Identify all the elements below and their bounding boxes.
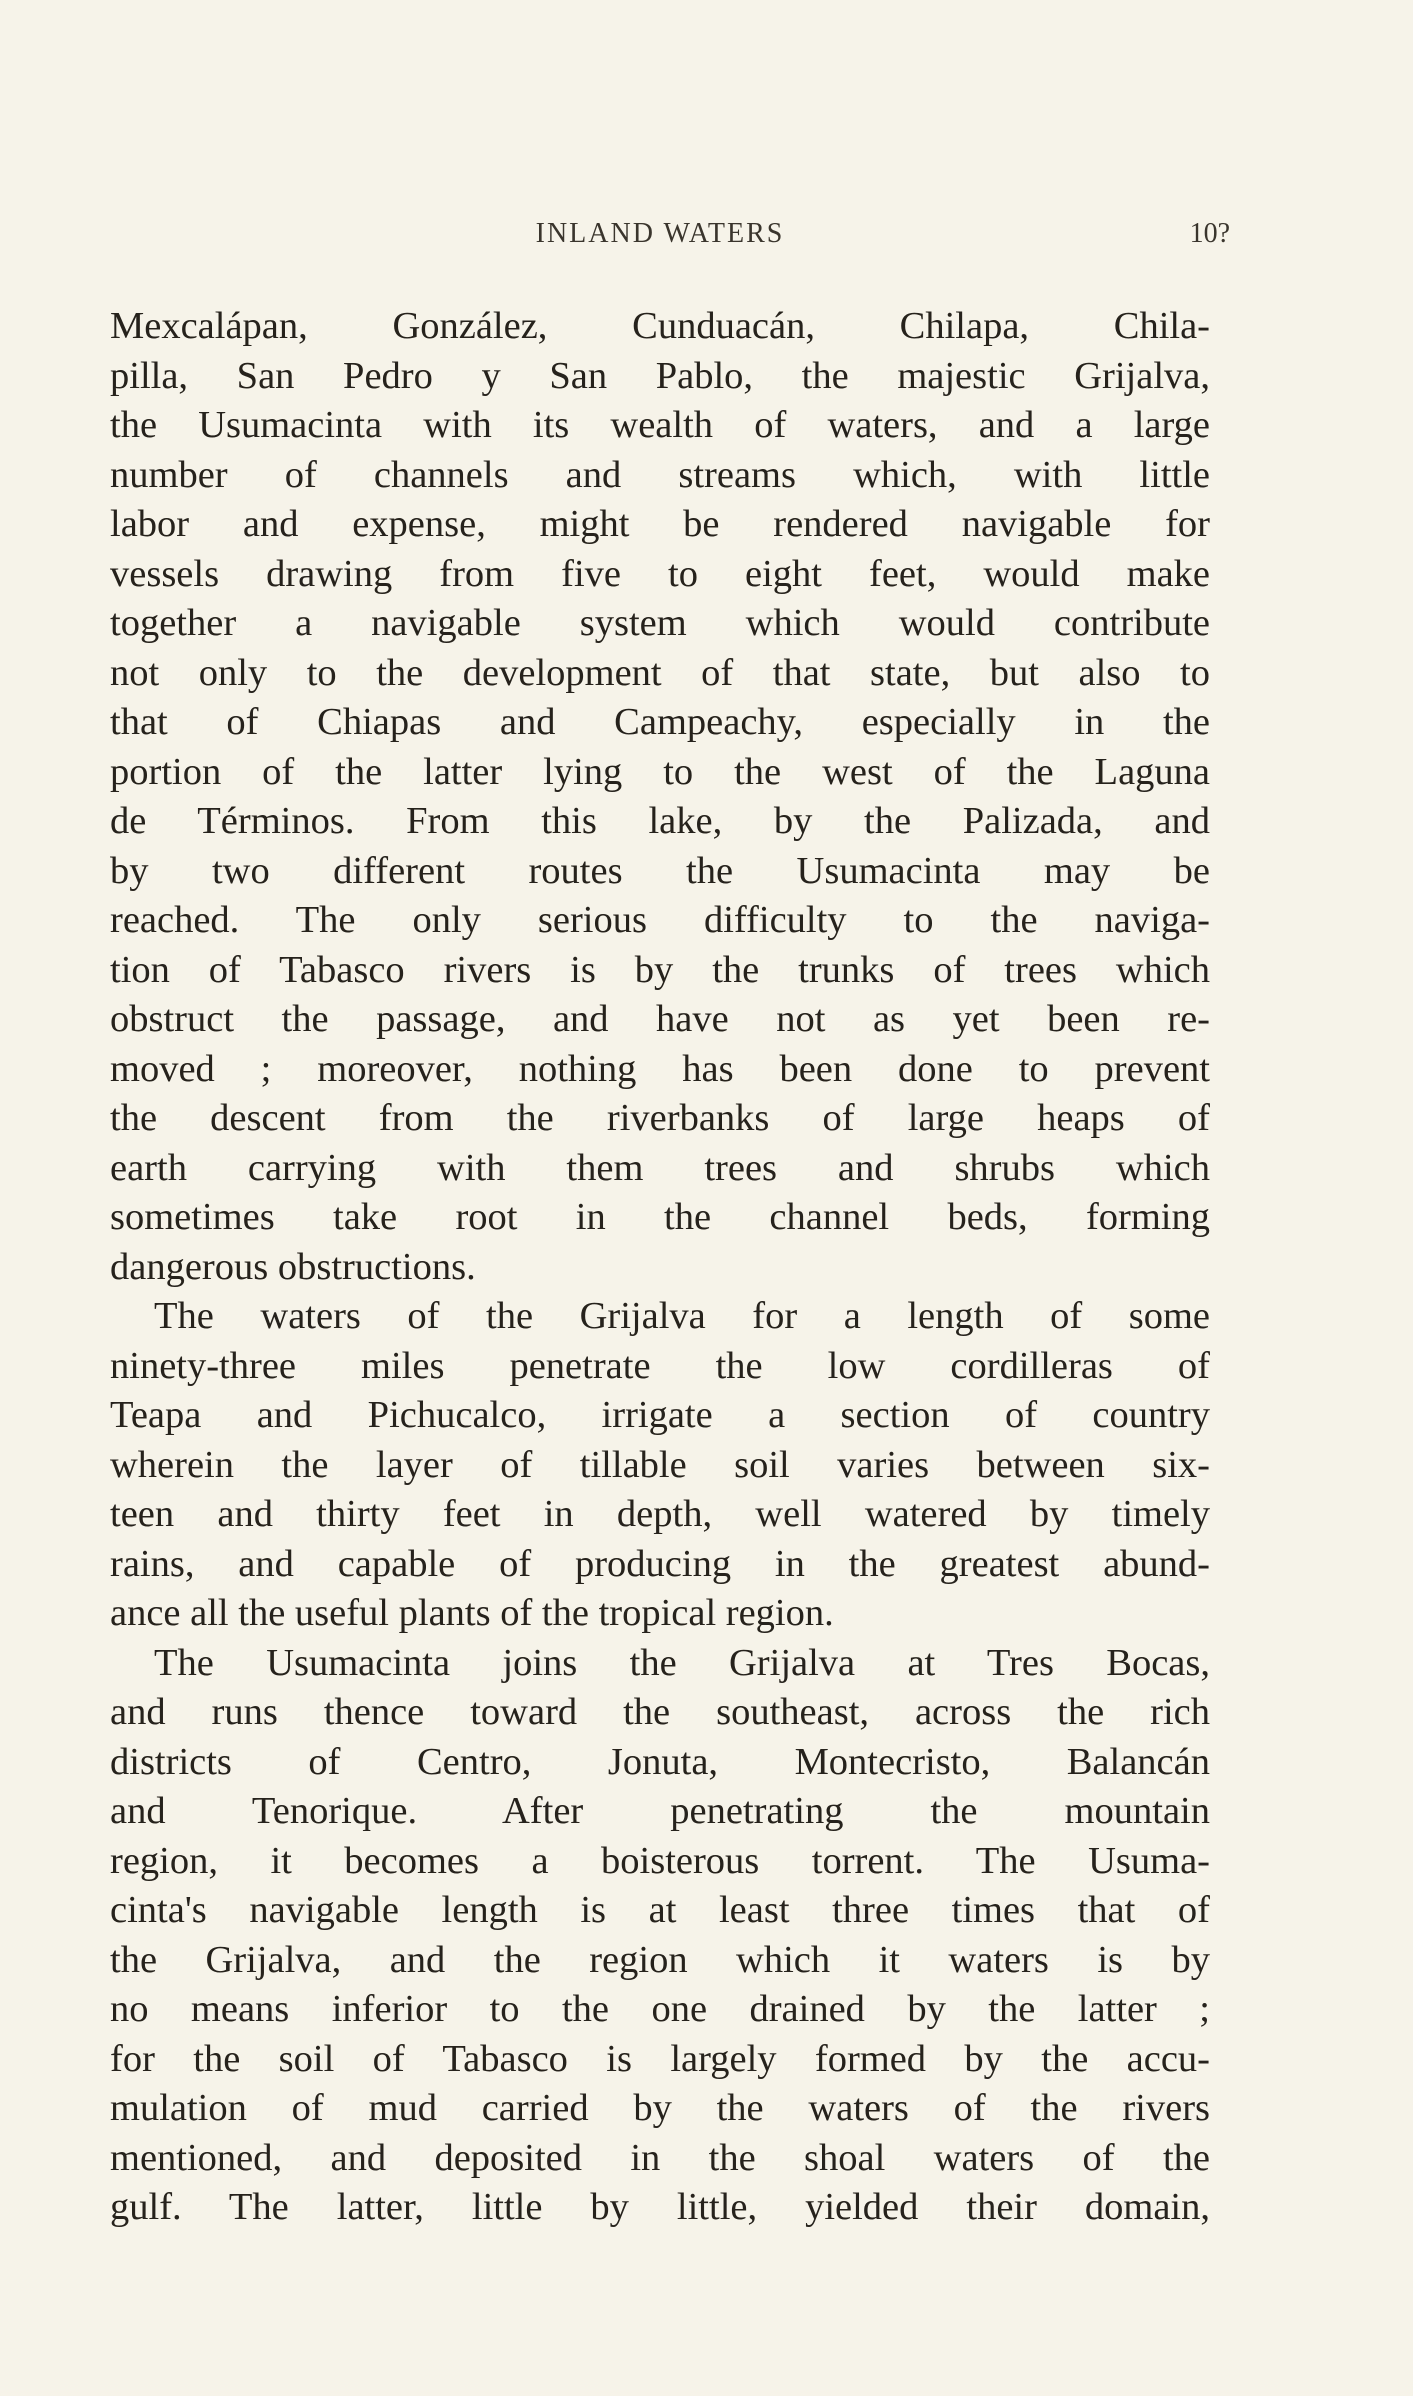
text-line: mentioned, and deposited in the shoal waters of the — [110, 2136, 1210, 2179]
paragraph — [110, 1292, 1210, 1639]
text-line: vessels drawing from five to eight feet, would make — [110, 552, 1210, 595]
text-line: together a navigable system which would contribute — [110, 602, 1210, 644]
text-line: districts of Centro, Jonuta, Montecristo, Balancán — [110, 1740, 1210, 1783]
text-line: earth carrying with them trees and shrubs which — [110, 1146, 1210, 1189]
text-line: tion of Tabasco rivers is by the trunks of trees which — [110, 948, 1210, 991]
paragraph — [110, 1639, 1210, 2233]
text-line: rains, and capable of producing in the greatest abund- — [110, 1542, 1210, 1585]
text-line: mulation of mud carried by the waters of the rivers — [110, 2087, 1210, 2129]
text-line: ninety-three miles penetrate the low cordilleras of — [110, 1344, 1210, 1387]
text-line: Teapa and Pichucalco, irrigate a section of country — [110, 1394, 1210, 1436]
text-line: dangerous obstructions. — [110, 1245, 476, 1288]
text-line: obstruct the passage, and have not as yet been re- — [110, 998, 1210, 1040]
text-line: labor and expense, might be rendered navigable for — [110, 503, 1210, 545]
text-line: teen and thirty feet in depth, well watered by timely — [110, 1493, 1210, 1535]
text-line: and Tenorique. After penetrating the mountain — [110, 1790, 1210, 1832]
text-line: de Términos. From this lake, by the Palizada, and — [110, 800, 1210, 842]
text-line: moved ; moreover, nothing has been done to prevent — [110, 1047, 1210, 1090]
text-line: cinta's navigable length is at least three times that of — [110, 1889, 1210, 1931]
text-line: not only to the development of that state, but also to — [110, 651, 1210, 694]
text-line: ance all the useful plants of the tropical region. — [110, 1592, 834, 1634]
text-line: by two different routes the Usumacinta may be — [110, 849, 1210, 892]
text-line: no means inferior to the one drained by the latter ; — [110, 1988, 1210, 2030]
text-line: region, it becomes a boisterous torrent. The Usuma- — [110, 1839, 1210, 1882]
text-line: gulf. The latter, little by little, yielded their domain, — [110, 2186, 1210, 2228]
text-line: and runs thence toward the southeast, across the rich — [110, 1691, 1210, 1733]
text-line: The waters of the Grijalva for a length of some — [154, 1295, 1210, 1337]
text-line: the Grijalva, and the region which it waters is by — [110, 1938, 1210, 1981]
text-line: for the soil of Tabasco is largely formed by the accu- — [110, 2037, 1210, 2080]
text-line: Mexcalápan, González, Cunduacán, Chilapa, Chila- — [110, 305, 1210, 347]
text-line: that of Chiapas and Campeachy, especially in the — [110, 701, 1210, 743]
running-title: INLAND WATERS — [535, 218, 785, 249]
text-line: pilla, San Pedro y San Pablo, the majestic Grijalva, — [110, 354, 1210, 397]
text-line: The Usumacinta joins the Grijalva at Tres Bocas, — [154, 1641, 1210, 1684]
text-line: number of channels and streams which, with little — [110, 453, 1210, 496]
text-line: reached. The only serious difficulty to the naviga- — [110, 899, 1210, 941]
paragraph — [110, 302, 1210, 1292]
running-head — [110, 218, 1230, 258]
page-number: 10? — [1189, 218, 1230, 249]
text-line: wherein the layer of tillable soil varies between six- — [110, 1443, 1210, 1486]
text-line: portion of the latter lying to the west of the Laguna — [110, 750, 1210, 793]
text-line: the Usumacinta with its wealth of waters, and a large — [110, 404, 1210, 446]
text-line: the descent from the riverbanks of large heaps of — [110, 1097, 1210, 1139]
body-text — [110, 302, 1210, 2233]
text-line: sometimes take root in the channel beds, forming — [110, 1196, 1210, 1238]
